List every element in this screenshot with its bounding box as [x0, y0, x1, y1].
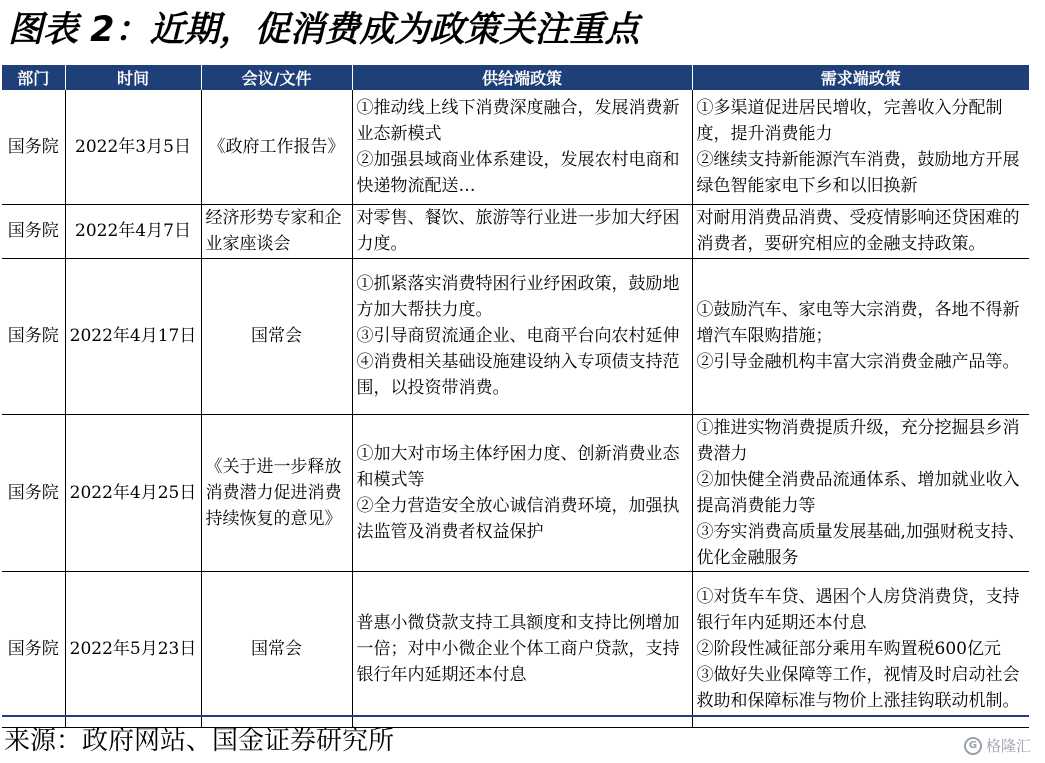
cell-date: 2022年4月17日 — [65, 258, 201, 414]
demand-item: ②继续支持新能源汽车消费，鼓励地方开展绿色智能家电下乡和以旧换新 — [696, 149, 1020, 196]
watermark — [964, 733, 1031, 759]
figure-title: 图表 2：近期，促消费成为政策关注重点 — [8, 10, 640, 50]
cell-dept: 国务院 — [2, 90, 65, 204]
demand-item: ②阶段性减征部分乘用车购置税600亿元 — [696, 639, 1001, 659]
supply-item: ③引导商贸流通企业、电商平台向农村延伸 — [356, 326, 680, 346]
cell-demand — [692, 204, 1029, 258]
cell-supply — [352, 414, 692, 571]
cell-demand — [692, 258, 1029, 414]
cell-doc: 国常会 — [201, 258, 352, 414]
demand-item: ②加快健全消费品流通体系、增加就业收入提高消费能力等 — [696, 469, 1020, 516]
demand-item: ①多渠道促进居民增收，完善收入分配制度，提升消费能力 — [696, 97, 1003, 144]
cell-dept: 国务院 — [2, 204, 65, 258]
cell-doc: 经济形势专家和企业家座谈会 — [201, 204, 352, 258]
watermark-text: 格隆汇 — [985, 737, 1031, 755]
supply-item: 普惠小微贷款支持工具额度和支持比例增加一倍；对中小微企业个体工商户贷款，支持银行年内延期还本付息 — [356, 613, 680, 685]
supply-item: ①抓紧落实消费特困行业纾困政策，鼓励地方加大帮扶力度。 — [356, 274, 680, 320]
cell-date: 2022年4月7日 — [65, 204, 201, 258]
table-row — [2, 414, 1029, 571]
supply-item: ①加大对市场主体纾困力度、创新消费业态和模式等 — [356, 443, 680, 490]
header-supply: 供给端政策 — [352, 65, 692, 90]
cell-date: 2022年5月23日 — [65, 571, 201, 727]
cell-supply — [352, 204, 692, 258]
header-date: 时间 — [65, 65, 201, 90]
demand-item: ①对货车车贷、遇困个人房贷消费贷，支持银行年内延期还本付息 — [696, 587, 1020, 633]
cell-supply — [352, 90, 692, 204]
demand-item: ③做好失业保障等工作，视情及时启动社会救助和保障标准与物价上涨挂钩联动机制。 — [696, 665, 1020, 711]
table-row — [2, 571, 1029, 727]
demand-item: ③夯实消费高质量发展基础,加强财税支持、优化金融服务 — [696, 521, 1025, 568]
supply-item: ④消费相关基础设施建设纳入专项债支持范围，以投资带消费。 — [356, 352, 680, 398]
supply-item: ①推动线上线下消费深度融合，发展消费新业态新模式 — [356, 97, 680, 144]
cell-demand — [692, 414, 1029, 571]
cell-doc: 《关于进一步释放消费潜力促进消费持续恢复的意见》 — [201, 414, 352, 571]
demand-item: ①鼓励汽车、家电等大宗消费，各地不得新增汽车限购措施； — [696, 300, 1020, 346]
table-header-row — [2, 65, 1029, 90]
demand-item: ②引导金融机构丰富大宗消费金融产品等。 — [696, 352, 1020, 372]
footer-divider — [2, 715, 1029, 717]
supply-item: ②加强县域商业体系建设，发展农村电商和快递物流配送… — [356, 149, 680, 196]
supply-item: ②全力营造安全放心诚信消费环境，加强执法监管及消费者权益保护 — [356, 495, 680, 542]
cell-date: 2022年4月25日 — [65, 414, 201, 571]
cell-doc: 《政府工作报告》 — [201, 90, 352, 204]
header-doc: 会议/文件 — [201, 65, 352, 90]
header-demand: 需求端政策 — [692, 65, 1029, 90]
watermark-logo-icon: G — [964, 737, 982, 755]
demand-item: 对耐用消费品消费、受疫情影响还贷困难的消费者，要研究相应的金融支持政策。 — [696, 208, 1020, 254]
table-row — [2, 258, 1029, 414]
cell-dept: 国务院 — [2, 414, 65, 571]
cell-date: 2022年3月5日 — [65, 90, 201, 204]
table-row — [2, 90, 1029, 204]
cell-demand — [692, 571, 1029, 727]
cell-demand — [692, 90, 1029, 204]
source-note: 来源：政府网站、国金证券研究所 — [4, 726, 395, 756]
cell-supply — [352, 571, 692, 727]
demand-item: ①推进实物消费提质升级，充分挖掘县乡消费潜力 — [696, 417, 1020, 464]
table-row — [2, 204, 1029, 258]
header-dept: 部门 — [2, 65, 65, 90]
cell-dept: 国务院 — [2, 571, 65, 727]
cell-supply — [352, 258, 692, 414]
policy-table — [2, 65, 1029, 728]
supply-item: 对零售、餐饮、旅游等行业进一步加大纾困力度。 — [356, 208, 680, 254]
cell-doc: 国常会 — [201, 571, 352, 727]
cell-dept: 国务院 — [2, 258, 65, 414]
